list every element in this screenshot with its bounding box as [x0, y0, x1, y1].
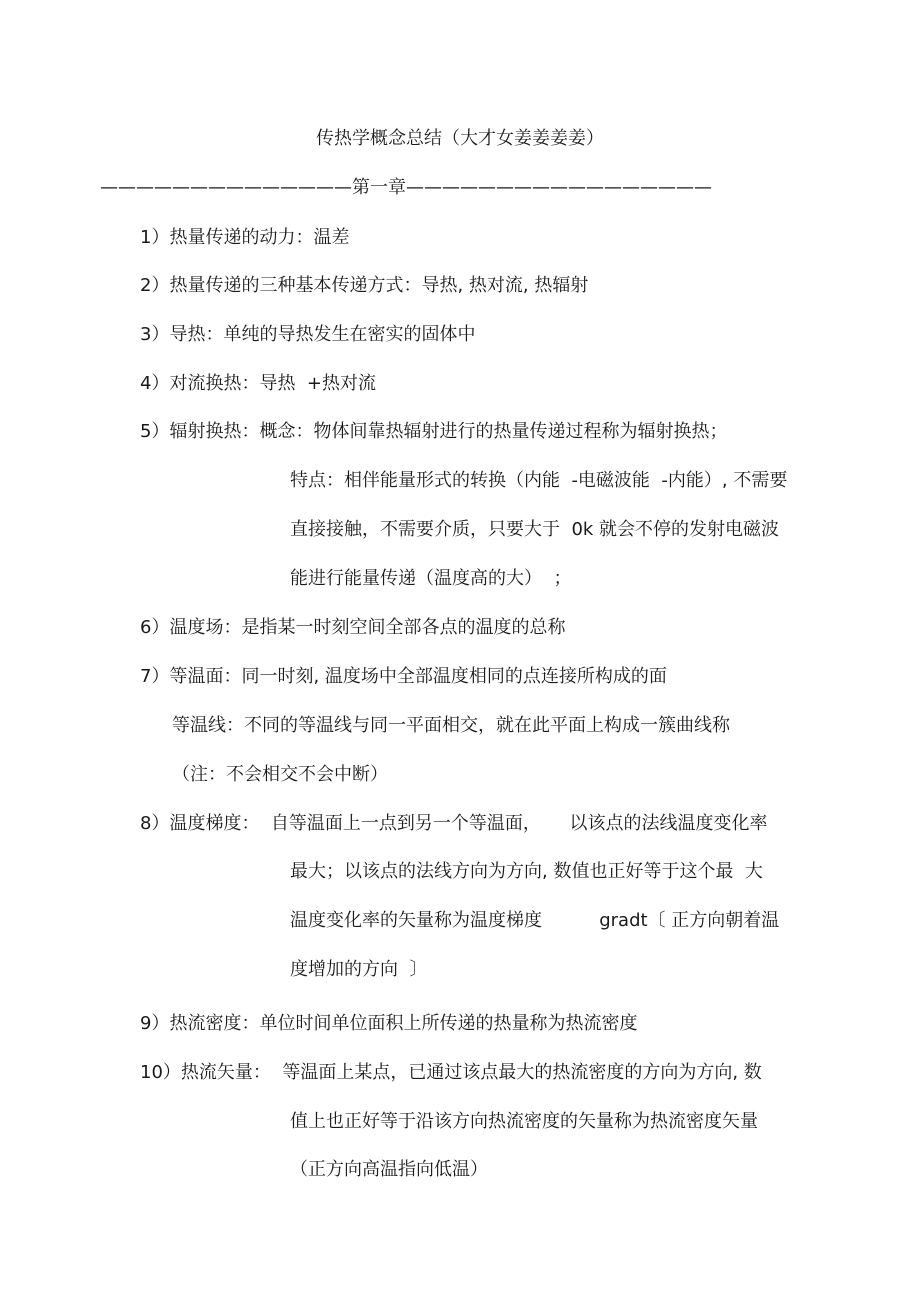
list-item-continuation: 度增加的方向 〕 [290, 959, 428, 980]
list-item-continuation: 温度变化率的矢量称为温度梯度 gradt〔 正方向朝着温 [290, 910, 780, 931]
list-item: 2）热量传递的三种基本传递方式：导热, 热对流, 热辐射 [140, 275, 589, 296]
chapter-heading: ——————————————第一章————————————————— [100, 177, 712, 198]
list-item: 9）热流密度：单位时间单位面积上所传递的热量称为热流密度 [140, 1013, 638, 1034]
list-item-note: （注：不会相交不会中断） [172, 764, 388, 785]
list-item-continuation: 能进行能量传递（温度高的大） ； [290, 568, 572, 589]
list-item-continuation: （正方向高温指向低温） [290, 1159, 488, 1180]
page-title: 传热学概念总结（大才女姜姜姜姜） [316, 128, 604, 149]
list-item: 8）温度梯度： 自等温面上一点到另一个等温面， 以该点的法线温度变化率 [140, 813, 768, 834]
list-item-continuation: 特点：相伴能量形式的转换（内能 -电磁波能 -内能）, 不需要 [290, 470, 788, 491]
list-item-continuation: 值上也正好等于沿该方向热流密度的矢量称为热流密度矢量 [290, 1111, 758, 1132]
list-item: 4）对流换热：导热 +热对流 [140, 373, 376, 394]
list-item: 7）等温面：同一时刻, 温度场中全部温度相同的点连接所构成的面 [140, 666, 667, 687]
list-item-continuation: 直接接触，不需要介质，只要大于 0k 就会不停的发射电磁波 [290, 519, 780, 540]
list-item: 6）温度场：是指某一时刻空间全部各点的温度的总称 [140, 617, 566, 638]
list-item-continuation: 最大；以该点的法线方向为方向, 数值也正好等于这个最 大 [290, 861, 763, 882]
list-item: 1）热量传递的动力：温差 [140, 227, 350, 248]
list-item: 10）热流矢量： 等温面上某点，已通过该点最大的热流密度的方向为方向, 数 [140, 1062, 762, 1083]
list-item: 5）辐射换热：概念：物体间靠热辐射进行的热量传递过程称为辐射换热； [140, 421, 728, 442]
list-item: 3）导热：单纯的导热发生在密实的固体中 [140, 324, 476, 345]
list-item-continuation: 等温线：不同的等温线与同一平面相交，就在此平面上构成一簇曲线称 [172, 715, 730, 736]
